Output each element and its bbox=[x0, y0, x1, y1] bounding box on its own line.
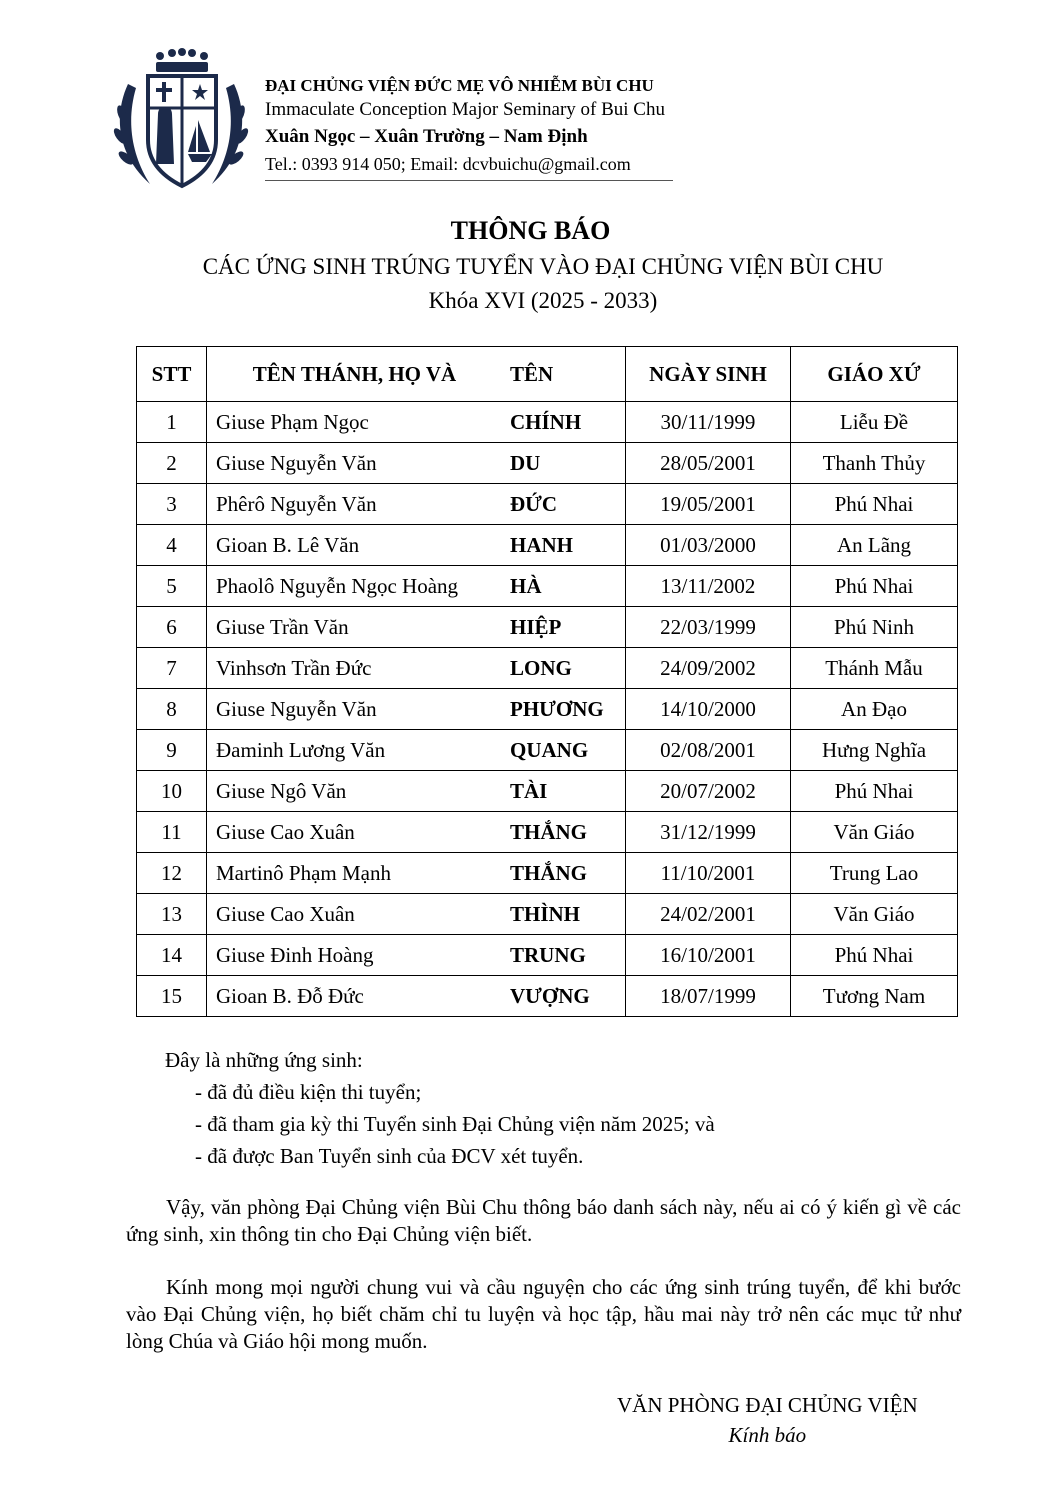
cell-first: Vinhsơn Trần Đức bbox=[207, 648, 503, 689]
signature bbox=[617, 1390, 918, 1450]
seminary-logo bbox=[110, 44, 252, 194]
cell-first: Martinô Phạm Mạnh bbox=[207, 853, 503, 894]
cell-last: HÀ bbox=[502, 566, 626, 607]
cell-parish: Hưng Nghĩa bbox=[791, 730, 958, 771]
signature-closing: Kính báo bbox=[728, 1423, 807, 1447]
cell-parish: An Đạo bbox=[791, 689, 958, 730]
seminary-header bbox=[265, 74, 685, 181]
cell-dob: 14/10/2000 bbox=[626, 689, 791, 730]
table-row bbox=[137, 894, 958, 935]
cell-parish: Tương Nam bbox=[791, 976, 958, 1017]
cell-stt: 3 bbox=[137, 484, 207, 525]
cell-stt: 5 bbox=[137, 566, 207, 607]
cell-dob: 30/11/1999 bbox=[626, 402, 791, 443]
cell-first: Giuse Nguyễn Văn bbox=[207, 689, 503, 730]
cell-stt: 1 bbox=[137, 402, 207, 443]
table-row bbox=[137, 607, 958, 648]
table-row bbox=[137, 525, 958, 566]
cell-dob: 19/05/2001 bbox=[626, 484, 791, 525]
candidates-table bbox=[136, 346, 958, 1017]
cell-stt: 6 bbox=[137, 607, 207, 648]
cell-parish: Phú Nhai bbox=[791, 566, 958, 607]
cell-stt: 7 bbox=[137, 648, 207, 689]
seminary-coat-of-arms-icon bbox=[110, 44, 252, 194]
seminary-name-en: Immaculate Conception Major Seminary of Bui Chu bbox=[265, 99, 665, 120]
notes-intro: Đây là những ứng sinh: bbox=[165, 1048, 363, 1072]
cell-dob: 11/10/2001 bbox=[626, 853, 791, 894]
cell-last: VƯỢNG bbox=[502, 976, 626, 1017]
cell-parish: Trung Lao bbox=[791, 853, 958, 894]
cell-dob: 22/03/1999 bbox=[626, 607, 791, 648]
cell-last: CHÍNH bbox=[502, 402, 626, 443]
cell-last: ĐỨC bbox=[502, 484, 626, 525]
cell-parish: Phú Nhai bbox=[791, 935, 958, 976]
cell-first: Phaolô Nguyễn Ngọc Hoàng bbox=[207, 566, 503, 607]
signature-office: VĂN PHÒNG ĐẠI CHỦNG VIỆN bbox=[617, 1393, 918, 1417]
notice-course: Khóa XVI (2025 - 2033) bbox=[428, 288, 658, 313]
cell-stt: 9 bbox=[137, 730, 207, 771]
cell-first: Giuse Ngô Văn bbox=[207, 771, 503, 812]
cell-last: THẮNG bbox=[502, 853, 626, 894]
cell-last: THẮNG bbox=[502, 812, 626, 853]
table-row bbox=[137, 771, 958, 812]
cell-parish: Thanh Thủy bbox=[791, 443, 958, 484]
notice-subtitle: CÁC ỨNG SINH TRÚNG TUYỂN VÀO ĐẠI CHỦNG VIỆN BÙI CHU bbox=[202, 254, 884, 279]
cell-parish: An Lãng bbox=[791, 525, 958, 566]
cell-parish: Phú Nhai bbox=[791, 484, 958, 525]
cell-last: HANH bbox=[502, 525, 626, 566]
cell-last: QUANG bbox=[502, 730, 626, 771]
seminary-name-vi: ĐẠI CHỦNG VIỆN ĐỨC MẸ VÔ NHIỄM BÙI CHU bbox=[265, 76, 654, 95]
cell-parish: Thánh Mẫu bbox=[791, 648, 958, 689]
cell-stt: 12 bbox=[137, 853, 207, 894]
cell-dob: 02/08/2001 bbox=[626, 730, 791, 771]
cell-first: Phêrô Nguyễn Văn bbox=[207, 484, 503, 525]
notes-item: - đã tham gia kỳ thi Tuyển sinh Đại Chủng viện năm 2025; và bbox=[195, 1112, 715, 1136]
table-header-row bbox=[137, 347, 958, 402]
cell-first: Giuse Trần Văn bbox=[207, 607, 503, 648]
cell-last: HIỆP bbox=[502, 607, 626, 648]
cell-stt: 10 bbox=[137, 771, 207, 812]
table-row bbox=[137, 402, 958, 443]
table-row bbox=[137, 484, 958, 525]
cell-dob: 13/11/2002 bbox=[626, 566, 791, 607]
cell-dob: 01/03/2000 bbox=[626, 525, 791, 566]
cell-stt: 8 bbox=[137, 689, 207, 730]
notes-item: - đã đủ điều kiện thi tuyển; bbox=[195, 1080, 422, 1104]
cell-stt: 15 bbox=[137, 976, 207, 1017]
cell-first: Gioan B. Đỗ Đức bbox=[207, 976, 503, 1017]
cell-dob: 24/09/2002 bbox=[626, 648, 791, 689]
cell-first: Gioan B. Lê Văn bbox=[207, 525, 503, 566]
cell-dob: 18/07/1999 bbox=[626, 976, 791, 1017]
cell-parish: Phú Ninh bbox=[791, 607, 958, 648]
cell-dob: 16/10/2001 bbox=[626, 935, 791, 976]
table-row bbox=[137, 976, 958, 1017]
notice-title: THÔNG BÁO bbox=[450, 216, 611, 245]
cell-last: TÀI bbox=[502, 771, 626, 812]
seminary-address: Xuân Ngọc – Xuân Trường – Nam Định bbox=[265, 126, 588, 147]
cell-dob: 28/05/2001 bbox=[626, 443, 791, 484]
table-row bbox=[137, 566, 958, 607]
table-row bbox=[137, 812, 958, 853]
cell-first: Giuse Nguyễn Văn bbox=[207, 443, 503, 484]
header-parish: GIÁO XỨ bbox=[791, 347, 958, 402]
cell-last: DU bbox=[502, 443, 626, 484]
seminary-contact: Tel.: 0393 914 050; Email: dcvbuichu@gmail.com bbox=[265, 154, 631, 174]
cell-last: THÌNH bbox=[502, 894, 626, 935]
cell-stt: 13 bbox=[137, 894, 207, 935]
cell-dob: 24/02/2001 bbox=[626, 894, 791, 935]
table-row bbox=[137, 730, 958, 771]
cell-stt: 4 bbox=[137, 525, 207, 566]
cell-first: Giuse Phạm Ngọc bbox=[207, 402, 503, 443]
table-row bbox=[137, 689, 958, 730]
cell-dob: 20/07/2002 bbox=[626, 771, 791, 812]
notes bbox=[165, 1044, 715, 1172]
table-row bbox=[137, 853, 958, 894]
cell-stt: 2 bbox=[137, 443, 207, 484]
cell-first: Giuse Đinh Hoàng bbox=[207, 935, 503, 976]
cell-first: Giuse Cao Xuân bbox=[207, 894, 503, 935]
paragraph-feedback: Vậy, văn phòng Đại Chủng viện Bùi Chu thông báo danh sách này, nếu ai có ý kiến gì về các ứng sinh, xin thông tin cho Đại Chủng viện biết. bbox=[126, 1195, 961, 1246]
cell-parish: Liễu Đề bbox=[791, 402, 958, 443]
table-row bbox=[137, 935, 958, 976]
cell-stt: 11 bbox=[137, 812, 207, 853]
header-divider bbox=[265, 180, 673, 181]
header-stt: STT bbox=[137, 347, 207, 402]
cell-parish: Văn Giáo bbox=[791, 812, 958, 853]
cell-stt: 14 bbox=[137, 935, 207, 976]
cell-first: Giuse Cao Xuân bbox=[207, 812, 503, 853]
header-dob: NGÀY SINH bbox=[626, 347, 791, 402]
cell-first: Đaminh Lương Văn bbox=[207, 730, 503, 771]
header-last: TÊN bbox=[502, 347, 626, 402]
cell-parish: Phú Nhai bbox=[791, 771, 958, 812]
cell-last: LONG bbox=[502, 648, 626, 689]
table-row bbox=[137, 443, 958, 484]
header-first: TÊN THÁNH, HỌ VÀ bbox=[207, 347, 503, 402]
cell-dob: 31/12/1999 bbox=[626, 812, 791, 853]
table-row bbox=[137, 648, 958, 689]
cell-last: TRUNG bbox=[502, 935, 626, 976]
cell-parish: Văn Giáo bbox=[791, 894, 958, 935]
notes-item: - đã được Ban Tuyển sinh của ĐCV xét tuyển. bbox=[195, 1144, 584, 1168]
paragraph-prayer: Kính mong mọi người chung vui và cầu nguyện cho các ứng sinh trúng tuyển, để khi bước vào Đại Chủng viện, họ biết chăm chỉ tu luyện và học tập, hầu mai này trở nên các mục tử như lòng Chúa và Giáo hội mong muốn. bbox=[126, 1275, 961, 1353]
cell-last: PHƯƠNG bbox=[502, 689, 626, 730]
